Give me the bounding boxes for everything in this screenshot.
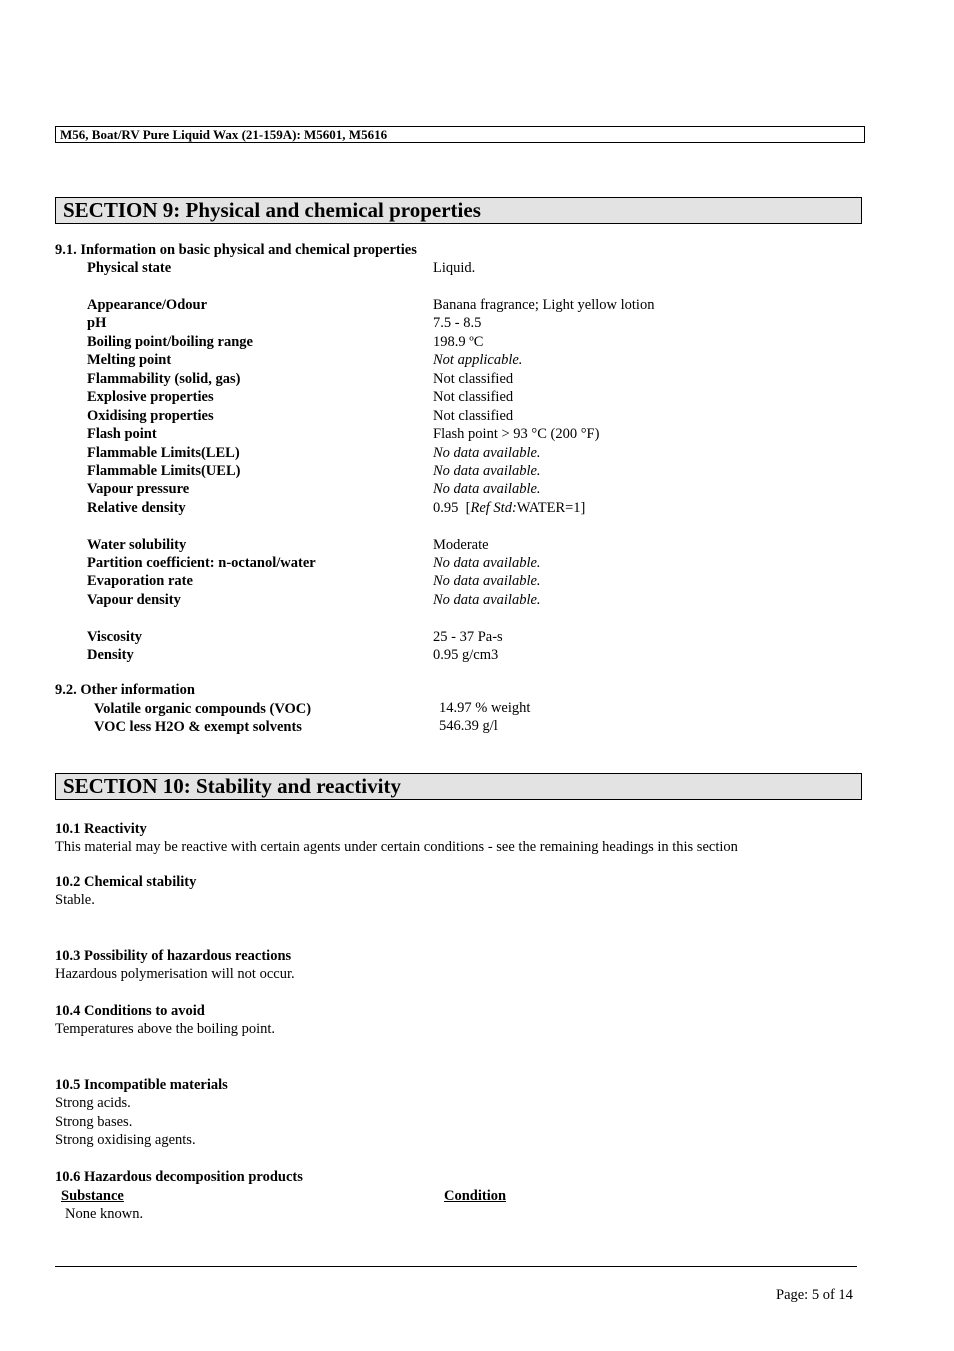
subsection-10-1-heading: 10.1 Reactivity (55, 821, 147, 837)
table-header-condition: Condition (444, 1188, 507, 1204)
prop-label: pH (87, 315, 107, 331)
prop-label: Density (87, 647, 134, 663)
prop-value: No data available. (433, 592, 541, 608)
subsection-text: Strong bases. (55, 1114, 133, 1130)
subsection-text: This material may be reactive with certain agents under certain conditions - see the remaining headings in this section (55, 839, 738, 855)
prop-label: Viscosity (87, 629, 143, 645)
subsection-10-4-heading: 10.4 Conditions to avoid (55, 1003, 205, 1019)
prop-value: Liquid. (433, 260, 476, 276)
page-number: Page: 5 of 14 (776, 1287, 853, 1303)
prop-value: No data available. (433, 463, 541, 479)
prop-value: No data available. (433, 445, 541, 461)
prop-value: Not classified (433, 408, 514, 424)
prop-label: Water solubility (87, 537, 187, 553)
relative-density-ref-value: WATER=1] (516, 500, 586, 516)
prop-value-relative-density (433, 500, 585, 517)
table-header-substance: Substance (61, 1188, 124, 1204)
subsection-10-5-heading: 10.5 Incompatible materials (55, 1077, 228, 1093)
document-header-product: M56, Boat/RV Pure Liquid Wax (21-159A): M5601, M5616 (55, 126, 865, 143)
prop-label: Flammability (solid, gas) (87, 371, 241, 387)
subsection-10-2-heading: 10.2 Chemical stability (55, 874, 197, 890)
prop-value: 0.95 g/cm3 (433, 647, 499, 663)
subsection-text: Stable. (55, 892, 95, 908)
subsection-text: Temperatures above the boiling point. (55, 1021, 276, 1037)
prop-label: Flammable Limits(LEL) (87, 445, 240, 461)
prop-value: 198.9 ºC (433, 334, 484, 350)
relative-density-number: 0.95 (433, 500, 459, 516)
other-value: 546.39 g/l (439, 718, 498, 734)
prop-label: Vapour density (87, 592, 181, 608)
other-label: VOC less H2O & exempt solvents (94, 719, 302, 735)
prop-label: Vapour pressure (87, 481, 190, 497)
prop-label: Physical state (87, 260, 172, 276)
subsection-10-6-heading: 10.6 Hazardous decomposition products (55, 1169, 303, 1185)
prop-value: Not applicable. (433, 352, 523, 368)
prop-label: Appearance/Odour (87, 297, 208, 313)
relative-density-ref-open: [ (465, 500, 471, 516)
prop-value: Not classified (433, 389, 514, 405)
prop-label: Melting point (87, 352, 172, 368)
section-10-title: SECTION 10: Stability and reactivity (55, 773, 862, 800)
other-label: Volatile organic compounds (VOC) (94, 701, 312, 717)
footer-divider (55, 1266, 857, 1267)
subsection-10-3-heading: 10.3 Possibility of hazardous reactions (55, 948, 292, 964)
prop-value: 7.5 - 8.5 (433, 315, 482, 331)
prop-value: Not classified (433, 371, 514, 387)
prop-label: Relative density (87, 500, 186, 516)
prop-value: Banana fragrance; Light yellow lotion (433, 297, 655, 313)
subsection-text: Strong oxidising agents. (55, 1132, 196, 1148)
prop-label: Partition coefficient: n-octanol/water (87, 555, 316, 571)
other-value: 14.97 % weight (439, 700, 531, 716)
prop-label: Explosive properties (87, 389, 214, 405)
subsection-text: Hazardous polymerisation will not occur. (55, 966, 295, 982)
subsection-text: Strong acids. (55, 1095, 131, 1111)
subsection-9-2-heading: 9.2. Other information (55, 682, 195, 698)
subsection-9-1-heading: 9.1. Information on basic physical and chemical properties (55, 242, 417, 258)
prop-value: Flash point > 93 °C (200 °F) (433, 426, 600, 442)
prop-value: 25 - 37 Pa-s (433, 629, 503, 645)
prop-value: No data available. (433, 555, 541, 571)
prop-value: No data available. (433, 573, 541, 589)
prop-label: Flash point (87, 426, 157, 442)
prop-label: Oxidising properties (87, 408, 214, 424)
prop-value: No data available. (433, 481, 541, 497)
section-9-title: SECTION 9: Physical and chemical properties (55, 197, 862, 224)
prop-label: Evaporation rate (87, 573, 193, 589)
relative-density-ref-label: Ref Std: (470, 500, 517, 516)
prop-label: Flammable Limits(UEL) (87, 463, 241, 479)
prop-value: Moderate (433, 537, 489, 553)
table-row: None known. (65, 1206, 144, 1222)
prop-label: Boiling point/boiling range (87, 334, 253, 350)
